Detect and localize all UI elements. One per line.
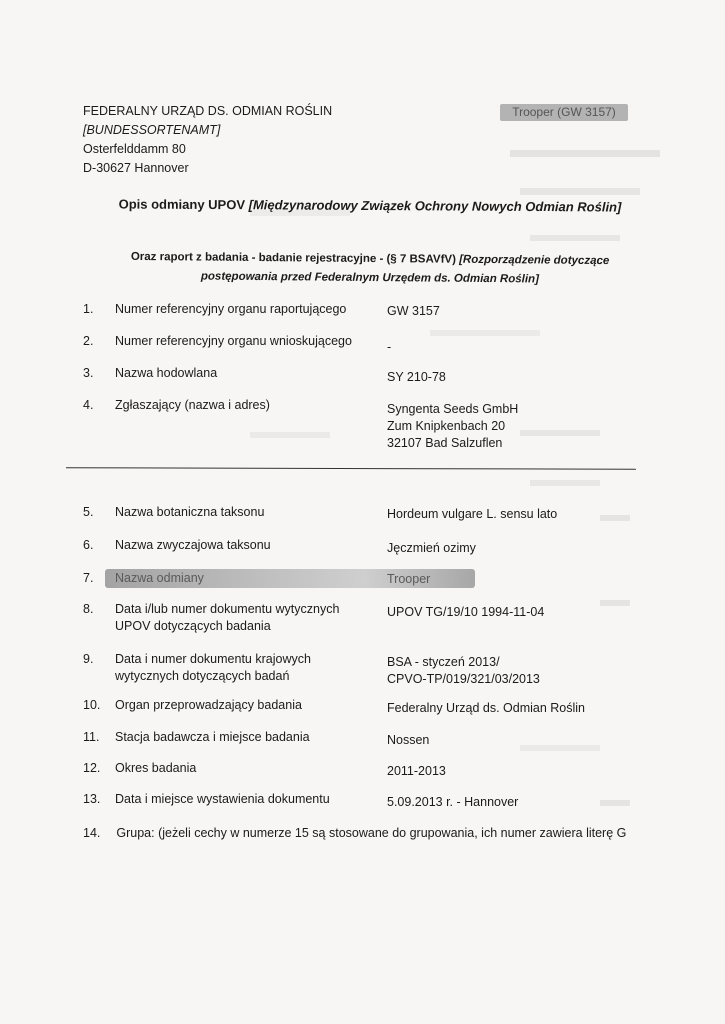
item-number: 1. bbox=[83, 302, 94, 316]
postal-city: D-30627 Hannover bbox=[83, 161, 189, 175]
item-label: Numer referencyjny organu wnioskującego bbox=[115, 334, 352, 348]
item-label: Data i miejsce wystawienia dokumentu bbox=[115, 792, 330, 806]
item-value-line: CPVO-TP/019/321/03/2013 bbox=[387, 672, 540, 686]
item-value: UPOV TG/19/10 1994-11-04 bbox=[387, 605, 545, 619]
item-value: - bbox=[387, 340, 392, 354]
item-label: Organ przeprowadzający badania bbox=[115, 698, 302, 712]
item-value: Jęczmień ozimy bbox=[387, 541, 476, 555]
item-value bbox=[387, 654, 677, 688]
item-number: 4. bbox=[83, 398, 94, 412]
item-label: Nazwa botaniczna taksonu bbox=[115, 505, 265, 519]
item-number: 10. bbox=[83, 698, 101, 712]
item-label-line: wytycznych dotyczących badań bbox=[115, 669, 290, 683]
item-label: Stacja badawcza i miejsce badania bbox=[115, 730, 310, 744]
item-label: Nazwa zwyczajowa taksonu bbox=[115, 538, 271, 552]
applicant-company: Syngenta Seeds GmbH bbox=[387, 402, 519, 416]
item-number: 3. bbox=[83, 366, 94, 380]
item-value: 5.09.2013 r. - Hannover bbox=[387, 795, 519, 809]
authority-name: FEDERALNY URZĄD DS. ODMIAN ROŚLIN bbox=[83, 104, 333, 118]
item-label-line: Data i numer dokumentu krajowych bbox=[115, 652, 311, 666]
item-label: Nazwa odmiany bbox=[115, 571, 204, 585]
applicant-street: Zum Knipkenbach 20 bbox=[387, 419, 506, 433]
subtitle-line1: Oraz raport z badania - badanie rejestracyjne - (§ 7 BSAVfV) bbox=[130, 250, 460, 266]
item-label bbox=[115, 601, 375, 635]
authority-address bbox=[83, 102, 332, 178]
subtitle-line1-italic: [Rozporządzenie dotyczące bbox=[459, 253, 610, 268]
item-number: 9. bbox=[83, 652, 94, 666]
item-label-line: Data i/lub numer dokumentu wytycznych bbox=[115, 602, 340, 616]
item-value-line: BSA - styczeń 2013/ bbox=[387, 655, 500, 669]
item-number: 6. bbox=[83, 538, 94, 552]
item-label-line: UPOV dotyczących badania bbox=[115, 619, 271, 633]
item-number: 5. bbox=[83, 505, 94, 519]
item-number: 7. bbox=[83, 571, 94, 585]
item-label: Nazwa hodowlana bbox=[115, 366, 218, 380]
item-value bbox=[387, 401, 677, 452]
item-number: 13. bbox=[83, 792, 101, 806]
item-value: Federalny Urząd ds. Odmian Roślin bbox=[387, 701, 585, 715]
item-label bbox=[115, 651, 375, 685]
item-label: Zgłaszający (nazwa i adres) bbox=[115, 398, 270, 412]
authority-name-german: [BUNDESSORTENAMT] bbox=[83, 123, 221, 137]
applicant-city: 32107 Bad Salzuflen bbox=[387, 436, 503, 450]
item-value: Trooper bbox=[387, 572, 431, 586]
item-label: Numer referencyjny organu raportującego bbox=[115, 302, 347, 316]
item-number: 12. bbox=[83, 761, 101, 775]
item-text: Grupa: (jeżeli cechy w numerze 15 są stosowane do grupowania, ich numer zawiera literę G bbox=[116, 826, 627, 840]
variety-stamp: Trooper (GW 3157) bbox=[500, 104, 628, 121]
item-value: SY 210-78 bbox=[387, 370, 446, 384]
title-main-italic: [Międzynarodowy Związek Ochrony Nowych Odmian Roślin] bbox=[248, 197, 622, 215]
item-value: 2011-2013 bbox=[387, 764, 446, 778]
list-item bbox=[83, 826, 626, 840]
item-value: GW 3157 bbox=[387, 304, 440, 318]
item-label: Okres badania bbox=[115, 761, 197, 775]
divider bbox=[66, 467, 636, 469]
item-value: Hordeum vulgare L. sensu lato bbox=[387, 507, 558, 521]
document-subtitle bbox=[90, 248, 650, 291]
document-title bbox=[80, 196, 660, 215]
title-main: Opis odmiany UPOV bbox=[118, 196, 249, 213]
item-number: 2. bbox=[83, 334, 94, 348]
item-number: 11. bbox=[83, 730, 100, 744]
item-value: Nossen bbox=[387, 733, 430, 747]
item-number: 14. bbox=[83, 826, 101, 840]
street-address: Osterfelddamm 80 bbox=[83, 142, 186, 156]
item-number: 8. bbox=[83, 602, 94, 616]
subtitle-line2-italic: postępowania przed Federalnym Urzędem ds. Odmian Roślin] bbox=[200, 270, 539, 286]
